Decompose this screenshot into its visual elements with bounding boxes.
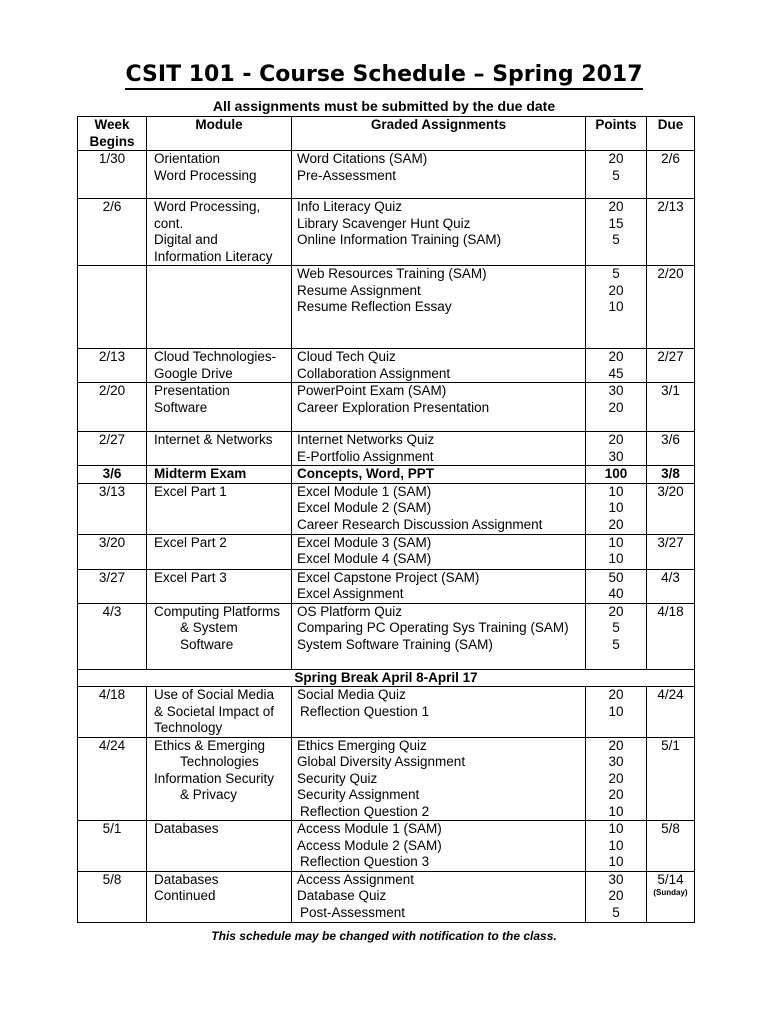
points-cell: 20 45: [586, 349, 647, 383]
module-cell: Databases Continued: [147, 871, 292, 922]
module-cell: Presentation Software: [147, 383, 292, 432]
week-cell: 5/1: [78, 821, 147, 872]
module-cell: [147, 266, 292, 349]
assignments-cell: PowerPoint Exam (SAM) Career Exploration Presentation: [292, 383, 586, 432]
points-cell: 20 30 20 20 10: [586, 737, 647, 821]
due-cell: 5/1: [647, 737, 695, 821]
points-cell: 20 15 5: [586, 199, 647, 266]
assignments-cell: Web Resources Training (SAM) Resume Assignment Resume Reflection Essay: [292, 266, 586, 349]
due-cell: 3/1: [647, 383, 695, 432]
due-cell: 3/27: [647, 534, 695, 569]
week-cell: 4/3: [78, 603, 147, 669]
week-cell: 4/18: [78, 687, 147, 738]
module-cell: Databases: [147, 821, 292, 872]
subtitle: All assignments must be submitted by the due date: [212, 98, 556, 114]
week-cell: 3/27: [78, 569, 147, 603]
table-row: [78, 871, 695, 922]
assignments-cell: Concepts, Word, PPT: [292, 466, 586, 484]
table-row: [78, 687, 695, 738]
due-cell: 5/14 (Sunday): [647, 871, 695, 922]
assignments-cell: Excel Module 1 (SAM) Excel Module 2 (SAM) Career Research Discussion Assignment: [292, 483, 586, 534]
spring-break-row: [78, 669, 695, 687]
table-row: [78, 383, 695, 432]
due-cell: 4/3: [647, 569, 695, 603]
table-row: [78, 151, 695, 199]
assignments-cell: Access Module 1 (SAM) Access Module 2 (SAM) Reflection Question 3: [292, 821, 586, 872]
due-cell: 4/18: [647, 603, 695, 669]
week-cell: 2/20: [78, 383, 147, 432]
module-cell: Internet & Networks: [147, 432, 292, 466]
points-cell: 100: [586, 466, 647, 484]
assignments-cell: Ethics Emerging Quiz Global Diversity Assignment Security Quiz Security Assignment Reflection Question 2: [292, 737, 586, 821]
header-due: Due: [647, 117, 695, 151]
due-cell: 2/27: [647, 349, 695, 383]
points-cell: 20 10: [586, 687, 647, 738]
module-cell: Excel Part 2: [147, 534, 292, 569]
assignments-cell: Internet Networks Quiz E-Portfolio Assignment: [292, 432, 586, 466]
assignments-cell: Info Literacy Quiz Library Scavenger Hunt Quiz Online Information Training (SAM): [292, 199, 586, 266]
due-cell: 4/24: [647, 687, 695, 738]
week-cell: 2/6: [78, 199, 147, 266]
module-cell: Midterm Exam: [147, 466, 292, 484]
due-cell: 2/20: [647, 266, 695, 349]
header-week: Week Begins: [78, 117, 147, 151]
due-cell: 3/6: [647, 432, 695, 466]
header-assignments: Graded Assignments: [292, 117, 586, 151]
page-title: [0, 62, 768, 87]
points-cell: 10 10 10: [586, 821, 647, 872]
header-module: Module: [147, 117, 292, 151]
table-row-midterm: [78, 466, 695, 484]
due-note: (Sunday): [653, 888, 688, 897]
spring-break-label: Spring Break April 8-April 17: [78, 669, 695, 687]
module-cell: Word Processing, cont. Digital and Information Literacy: [147, 199, 292, 266]
assignments-cell: Word Citations (SAM) Pre-Assessment: [292, 151, 586, 199]
points-cell: 10 10 20: [586, 483, 647, 534]
header-row: [78, 117, 695, 151]
assignments-cell: Access Assignment Database Quiz Post-Assessment: [292, 871, 586, 922]
module-cell: Excel Part 1: [147, 483, 292, 534]
table-row: [78, 483, 695, 534]
table-row: [78, 349, 695, 383]
table-row: [78, 737, 695, 821]
week-cell: 1/30: [78, 151, 147, 199]
week-cell: 2/13: [78, 349, 147, 383]
table-row: [78, 821, 695, 872]
module-cell: Use of Social Media & Societal Impact of Technology: [147, 687, 292, 738]
module-cell: Ethics & Emerging Technologies Information Security & Privacy: [147, 737, 292, 821]
assignments-cell: Cloud Tech Quiz Collaboration Assignment: [292, 349, 586, 383]
table-row: [78, 199, 695, 266]
table-row: [78, 534, 695, 569]
due-cell: 2/13: [647, 199, 695, 266]
week-cell: 2/27: [78, 432, 147, 466]
points-cell: 5 20 10: [586, 266, 647, 349]
week-cell: 4/24: [78, 737, 147, 821]
week-cell: 5/8: [78, 871, 147, 922]
module-cell: Cloud Technologies- Google Drive: [147, 349, 292, 383]
points-cell: 10 10: [586, 534, 647, 569]
due-cell: 2/6: [647, 151, 695, 199]
points-cell: 30 20: [586, 383, 647, 432]
module-cell: Orientation Word Processing: [147, 151, 292, 199]
table-row: [78, 266, 695, 349]
week-cell: 3/13: [78, 483, 147, 534]
footer-note: This schedule may be changed with notification to the class.: [211, 929, 557, 943]
due-cell: 3/20: [647, 483, 695, 534]
table-row: [78, 432, 695, 466]
assignments-cell: Excel Capstone Project (SAM) Excel Assignment: [292, 569, 586, 603]
assignments-cell: Social Media Quiz Reflection Question 1: [292, 687, 586, 738]
due-cell: 5/8: [647, 821, 695, 872]
points-cell: 50 40: [586, 569, 647, 603]
points-cell: 30 20 5: [586, 871, 647, 922]
header-points: Points: [586, 117, 647, 151]
module-cell: Computing Platforms & System Software: [147, 603, 292, 669]
week-cell: [78, 266, 147, 349]
week-cell: 3/6: [78, 466, 147, 484]
assignments-cell: OS Platform Quiz Comparing PC Operating Sys Training (SAM) System Software Training (SAM): [292, 603, 586, 669]
points-cell: 20 5: [586, 151, 647, 199]
due-cell: 3/8: [647, 466, 695, 484]
title-text: CSIT 101 - Course Schedule – Spring 2017: [125, 62, 642, 90]
schedule-table: [77, 116, 695, 923]
module-cell: Excel Part 3: [147, 569, 292, 603]
points-cell: 20 5 5: [586, 603, 647, 669]
table-row: [78, 569, 695, 603]
assignments-cell: Excel Module 3 (SAM) Excel Module 4 (SAM): [292, 534, 586, 569]
week-cell: 3/20: [78, 534, 147, 569]
points-cell: 20 30: [586, 432, 647, 466]
table-row: [78, 603, 695, 669]
